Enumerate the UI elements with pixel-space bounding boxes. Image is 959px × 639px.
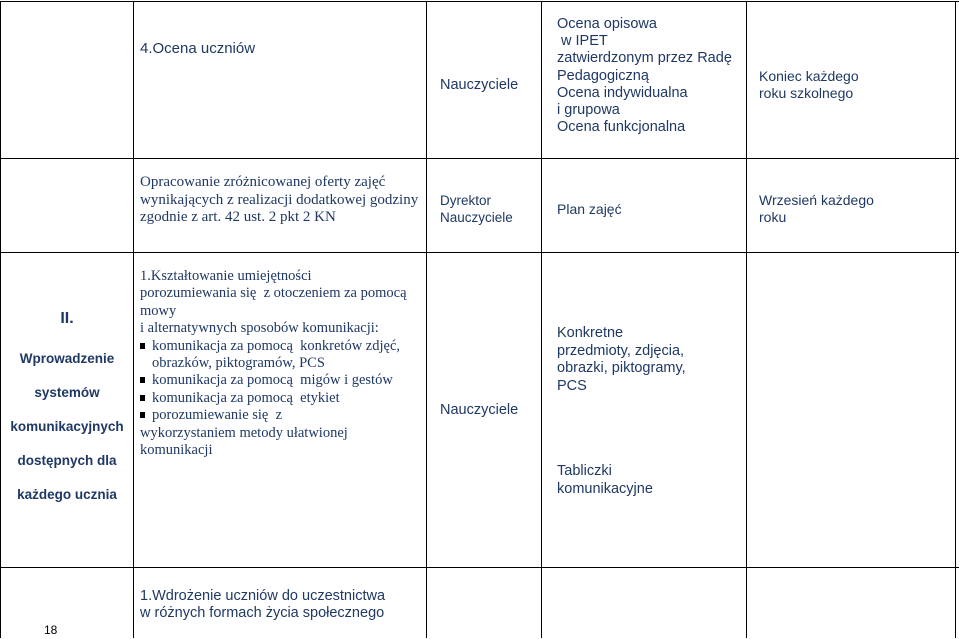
row-divider-3 bbox=[0, 567, 959, 568]
col-divider-3 bbox=[541, 1, 542, 638]
row2-responsible: Dyrektor Nauczyciele bbox=[440, 193, 513, 225]
row2-methods: Plan zajęć bbox=[557, 201, 622, 217]
list-item: komunikacja za pomocą migów i gestów bbox=[140, 372, 422, 389]
row3-task: 1.Kształtowanie umiejętności porozumiewania się z otoczeniem za pomocą mowy i alternatywnych sposobów komunikacji: komunikacja za pomocą konkretów zdjęć, obrazków, piktogramów, PCS komunikacja za pomocą migów i gestów komunikacja za pomocą etykiet porozumiewanie się z wykorzystaniem metody ułatwionej komunikacji bbox=[140, 268, 422, 459]
list-item: komunikacja za pomocą etykiet bbox=[140, 390, 422, 407]
col-divider-2 bbox=[426, 1, 427, 638]
page-number: 18 bbox=[44, 623, 58, 637]
row3-methods-tablets: Tabliczki komunikacyjne bbox=[557, 463, 653, 497]
section-heading: II. Wprowadzenie systemów komunikacyjnych dostępnych dla każdego ucznia bbox=[10, 310, 124, 502]
row3-methods: Konkretne przedmioty, zdjęcia, obrazki, piktogramy, PCS bbox=[557, 325, 686, 394]
row3-responsible: Nauczyciele bbox=[440, 402, 519, 418]
row2-deadline: Wrzesień każdego roku bbox=[759, 192, 874, 225]
communication-methods-list: komunikacja za pomocą konkretów zdjęć, obrazków, piktogramów, PCS komunikacja za pomocą migów i gestów komunikacja za pomocą etykiet porozumiewanie się z bbox=[140, 338, 422, 425]
row1-deadline: Koniec każdego roku szkolnego bbox=[759, 68, 859, 101]
row1-methods: Ocena opisowa w IPET zatwierdzonym przez Radę Pedagogiczną Ocena indywidualna i grupowa Ocena funkcjonalna bbox=[557, 16, 732, 136]
table-border-top bbox=[0, 1, 959, 2]
col-divider-4 bbox=[746, 1, 747, 638]
row-divider-2 bbox=[0, 252, 959, 253]
col-divider-1 bbox=[133, 1, 134, 638]
row2-task: Opracowanie zróżnicowanej oferty zajęć wynikających z realizacji dodatkowej godziny zgodnie z art. 42 ust. 2 pkt 2 KN bbox=[140, 174, 419, 225]
row4-task: 1.Wdrożenie uczniów do uczestnictwa w różnych formach życia społecznego bbox=[140, 588, 386, 621]
row-divider-1 bbox=[0, 158, 959, 159]
col-border-right bbox=[955, 1, 956, 638]
row1-responsible: Nauczyciele bbox=[440, 77, 519, 93]
list-item: porozumiewanie się z bbox=[140, 407, 422, 424]
list-item: komunikacja za pomocą konkretów zdjęć, bbox=[140, 338, 422, 355]
row1-task: 4.Ocena uczniów bbox=[140, 40, 256, 57]
